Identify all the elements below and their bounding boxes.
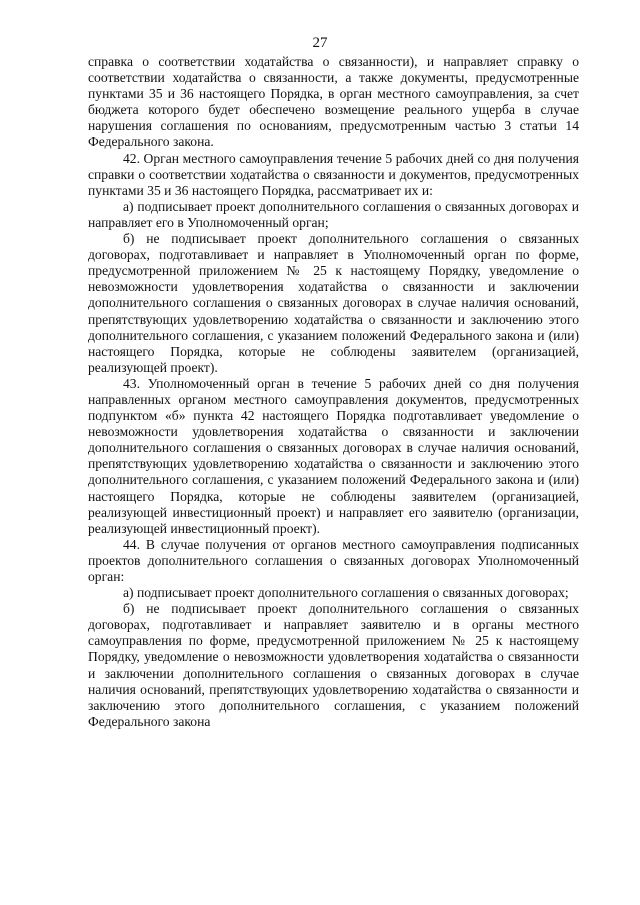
paragraph-42-a: а) подписывает проект дополнительного соглашения о связанных договорах и направляет его в Уполномоченный орган; (88, 198, 579, 230)
paragraph-42: 42. Орган местного самоуправления течение 5 рабочих дней со дня получения справки о соответствии ходатайства о связанности и документов, предусмотренных пунктами 35 и 36 настоящего Порядка, рассматривает их и: (88, 150, 579, 198)
page-number: 27 (312, 35, 328, 51)
document-body (88, 54, 579, 730)
paragraph-42-b: б) не подписывает проект дополнительного соглашения о связанных договорах, подготавливает и направляет в Уполномоченный орган по форме, предусмотренной приложением № 25 к настоящему Порядку, уведомление о невозможности удовлетворения ходатайства о связанности и заключении дополнительного соглашения о связанных договорах в случае наличия оснований, препятствующих удовлетворению ходатайства о связанности и заключению этого дополнительного соглашения, с указанием положений Федерального закона и (или) настоящего Порядка, которые не соблюдены заявителем (организацией, реализующей проект). (88, 231, 579, 375)
paragraph-continuation: справка о соответствии ходатайства о связанности), и направляет справку о соответствии ходатайства о связанности, а также документы, предусмотренные пунктами 35 и 36 настоящего Порядка, в орган местного самоуправления, за счет бюджета которого будет обеспечено возмещение реального ущерба в случае нарушения соглашения по основаниям, предусмотренным частью 3 статьи 14 Федерального закона. (88, 54, 579, 150)
paragraph-44: 44. В случае получения от органов местного самоуправления подписанных проектов дополнительного соглашения о связанных договорах Уполномоченный орган: (88, 536, 579, 584)
paragraph-43: 43. Уполномоченный орган в течение 5 рабочих дней со дня получения направленных органом местного самоуправления документов, предусмотренных подпунктом «б» пункта 42 настоящего Порядка подготавливает уведомление о невозможности удовлетворения ходатайства о связанности и заключении дополнительного соглашения о связанных договорах в случае наличия оснований, препятствующих удовлетворению ходатайства о связанности и заключению этого дополнительного соглашения, с указанием положений Федерального закона и (или) настоящего Порядка, которые не соблюдены заявителем (организацией, реализующей инвестиционный проект) и направляет его заявителю (организации, реализующей инвестиционный проект). (88, 375, 579, 536)
paragraph-44-a: а) подписывает проект дополнительного соглашения о связанных договорах; (123, 585, 569, 601)
paragraph-44-b: б) не подписывает проект дополнительного соглашения о связанных договорах, подготавливает и направляет заявителю и в органы местного самоуправления по форме, предусмотренной приложением № 25 к настоящему Порядку, уведомление о невозможности удовлетворения ходатайства о связанности и заключении дополнительного соглашения о связанных договорах в случае наличия оснований, препятствующих удовлетворению ходатайства о связанности и заключению этого дополнительного соглашения, с указанием положений Федерального закона (88, 601, 579, 729)
